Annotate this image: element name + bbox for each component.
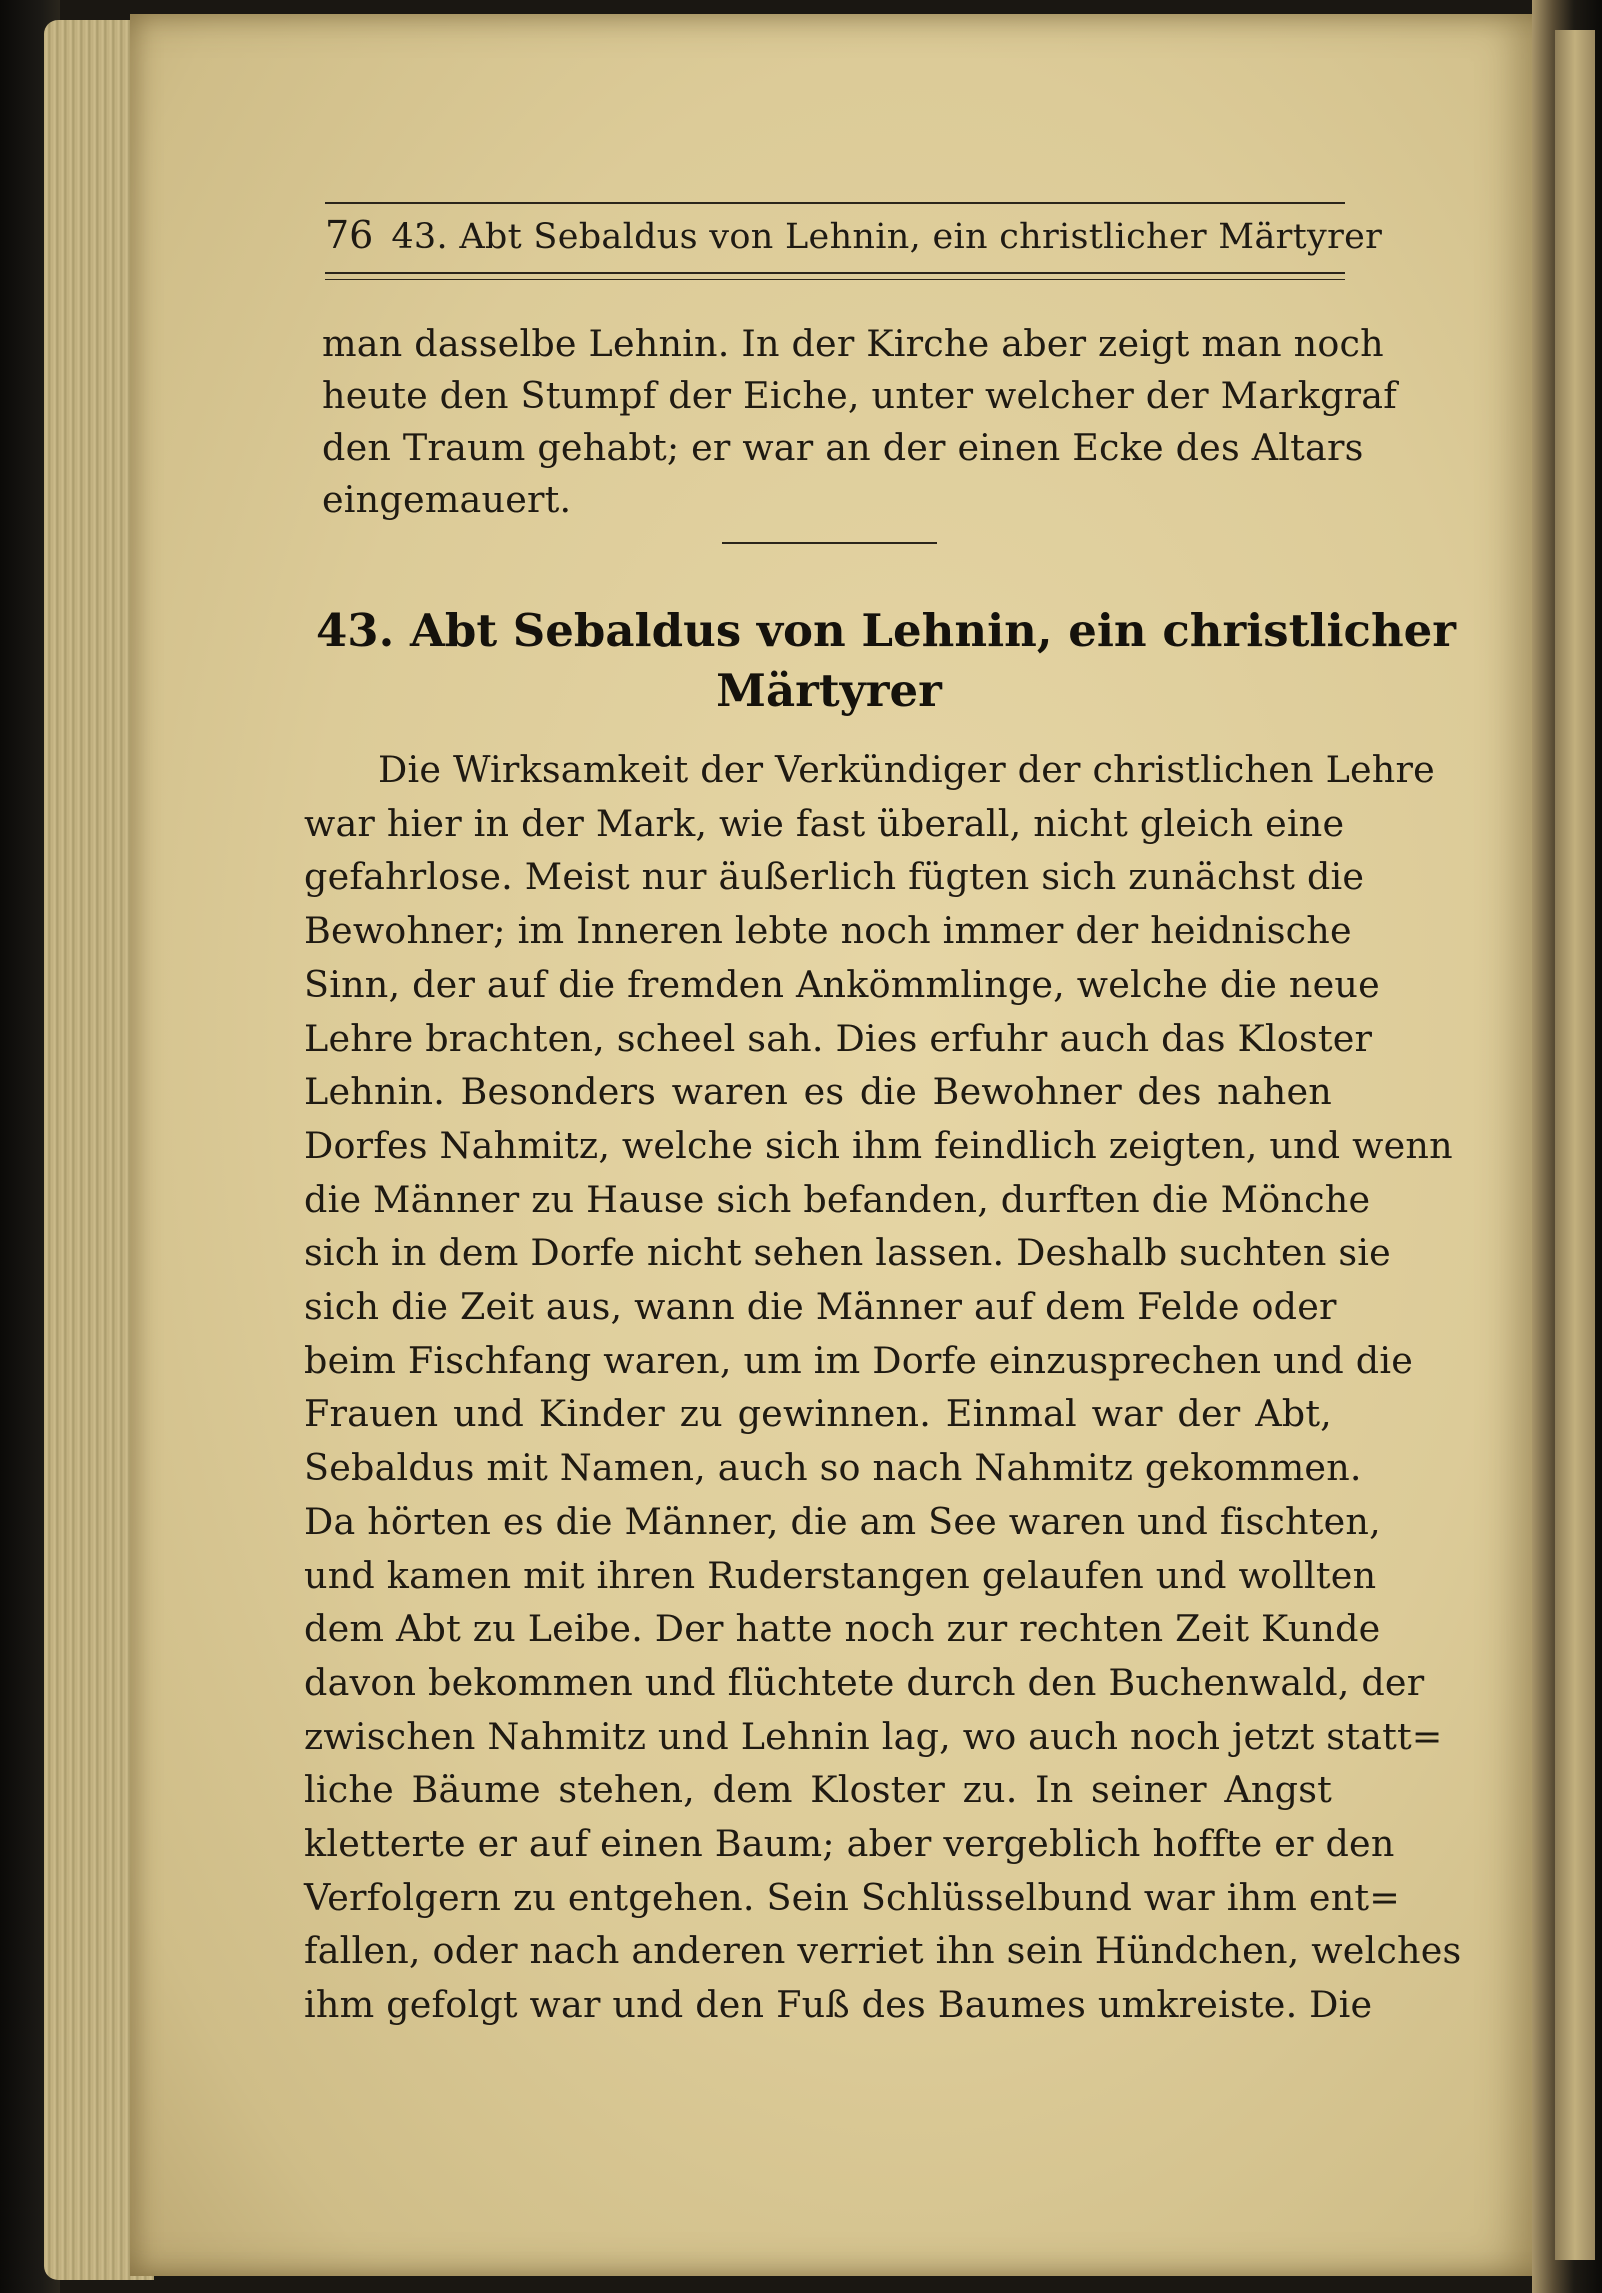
text-line: Sebaldus mit Namen, auch so nach Nahmitz gekommen. xyxy=(304,1446,1362,1489)
text-line: Lehre brachten, scheel sah. Dies erfuhr auch das Kloster xyxy=(304,1017,1373,1060)
text-line: man dasselbe Lehnin. In der Kirche aber zeigt man noch xyxy=(322,322,1384,365)
running-header xyxy=(325,210,1383,262)
text-line: liche Bäume stehen, dem Kloster zu. In seiner Angst xyxy=(304,1768,1332,1811)
facing-page-edge xyxy=(1555,30,1595,2260)
text-line: kletterte er auf einen Baum; aber vergeblich hoffte er den xyxy=(304,1822,1395,1865)
text-line: beim Fischfang waren, um im Dorfe einzusprechen und die xyxy=(304,1339,1413,1382)
text-line: dem Abt zu Leibe. Der hatte noch zur rechten Zeit Kunde xyxy=(304,1607,1381,1650)
text-line: Verfolgern zu entgehen. Sein Schlüsselbund war ihm ent= xyxy=(304,1876,1401,1919)
text-line: Die Wirksamkeit der Verkündiger der christlichen Lehre xyxy=(378,748,1435,791)
section-heading-continued: Märtyrer xyxy=(716,664,942,717)
text-line: Dorfes Nahmitz, welche sich ihm feindlich zeigten, und wenn xyxy=(304,1124,1453,1167)
text-line: Da hörten es die Männer, die am See waren und fischten, xyxy=(304,1500,1381,1543)
text-line: eingemauert. xyxy=(322,478,572,521)
text-line: ihm gefolgt war und den Fuß des Baumes umkreiste. Die xyxy=(304,1983,1373,2026)
text-line: und kamen mit ihren Ruderstangen gelaufen und wollten xyxy=(304,1554,1377,1597)
text-line: Bewohner; im Inneren lebte noch immer der heidnische xyxy=(304,909,1352,952)
text-line: die Männer zu Hause sich befanden, durften die Mönche xyxy=(304,1178,1371,1221)
text-line: Frauen und Kinder zu gewinnen. Einmal war der Abt, xyxy=(304,1392,1332,1435)
text-line: den Traum gehabt; er war an der einen Ecke des Altars xyxy=(322,426,1364,469)
text-line: heute den Stumpf der Eiche, unter welcher der Markgraf xyxy=(322,374,1397,417)
text-line: fallen, oder nach anderen verriet ihn sein Hündchen, welches xyxy=(304,1929,1462,1972)
header-rule-top xyxy=(325,202,1345,204)
text-line: sich in dem Dorfe nicht sehen lassen. Deshalb suchten sie xyxy=(304,1231,1391,1274)
section-heading: 43. Abt Sebaldus von Lehnin, ein christlicher xyxy=(316,604,1457,657)
text-line: gefahrlose. Meist nur äußerlich fügten sich zunächst die xyxy=(304,855,1365,898)
text-line: sich die Zeit aus, wann die Männer auf dem Felde oder xyxy=(304,1285,1337,1328)
page-number: 76 xyxy=(325,213,374,257)
running-title: 43. Abt Sebaldus von Lehnin, ein christlicher Märtyrer xyxy=(391,217,1383,257)
header-rule-bottom-2 xyxy=(325,279,1345,280)
header-rule-bottom-1 xyxy=(325,272,1345,274)
text-line: war hier in der Mark, wie fast überall, nicht gleich eine xyxy=(304,802,1345,845)
text-line: zwischen Nahmitz und Lehnin lag, wo auch noch jetzt statt= xyxy=(304,1715,1443,1758)
text-line: Lehnin. Besonders waren es die Bewohner des nahen xyxy=(304,1070,1332,1113)
text-line: Sinn, der auf die fremden Ankömmlinge, welche die neue xyxy=(304,963,1380,1006)
text-line: davon bekommen und flüchtete durch den Buchenwald, der xyxy=(304,1661,1425,1704)
section-separator xyxy=(722,542,937,544)
